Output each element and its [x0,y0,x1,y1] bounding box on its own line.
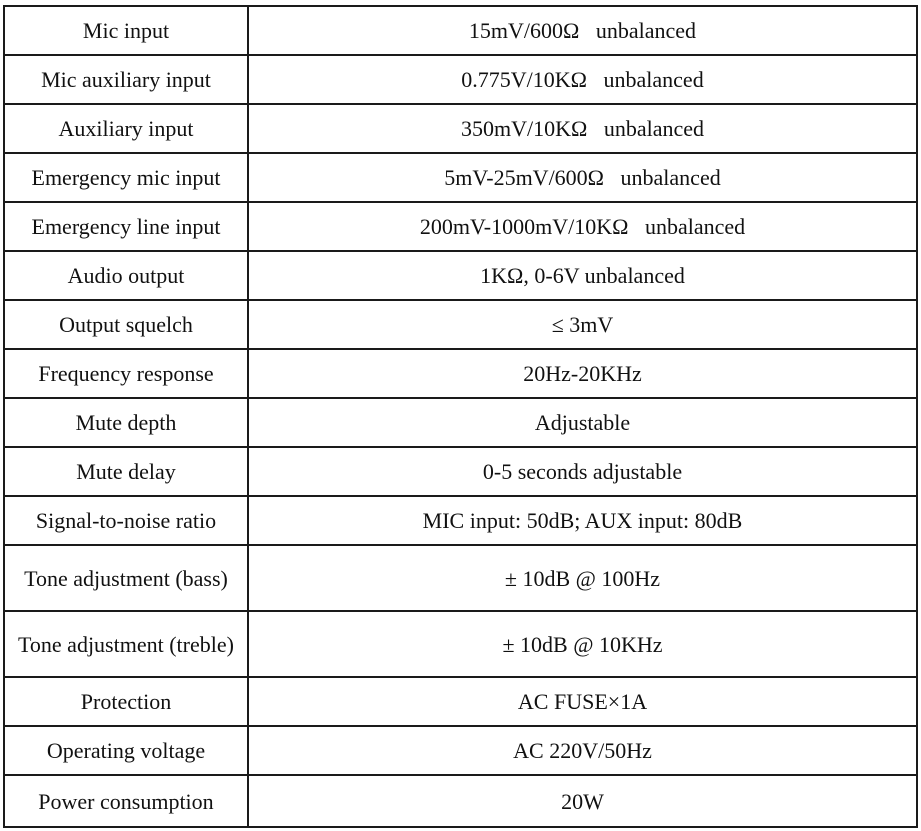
table-row [4,775,917,827]
param-cell: Frequency response [4,349,248,398]
table-row [4,349,917,398]
value-cell: MIC input: 50dB; AUX input: 80dB [248,496,917,545]
table-row [4,104,917,153]
table-row [4,300,917,349]
table-row [4,398,917,447]
value-cell: 20W [248,775,917,827]
value-cell: 350mV/10KΩ unbalanced [248,104,917,153]
spec-table-body [4,6,917,827]
value-cell: 0-5 seconds adjustable [248,447,917,496]
value-cell: AC FUSE×1A [248,677,917,726]
param-cell: Mute delay [4,447,248,496]
value-cell: Adjustable [248,398,917,447]
value-cell: 5mV-25mV/600Ω unbalanced [248,153,917,202]
table-row [4,611,917,677]
param-cell: Tone adjustment (bass) [4,545,248,611]
param-cell: Mic auxiliary input [4,55,248,104]
table-row [4,153,917,202]
value-cell: 200mV-1000mV/10KΩ unbalanced [248,202,917,251]
value-cell: AC 220V/50Hz [248,726,917,775]
param-cell: Output squelch [4,300,248,349]
value-cell: 0.775V/10KΩ unbalanced [248,55,917,104]
param-cell: Operating voltage [4,726,248,775]
param-cell: Emergency line input [4,202,248,251]
param-cell: Protection [4,677,248,726]
value-cell: 15mV/600Ω unbalanced [248,6,917,55]
table-row [4,496,917,545]
table-row [4,55,917,104]
value-cell: 1KΩ, 0-6V unbalanced [248,251,917,300]
param-cell: Power consumption [4,775,248,827]
value-cell: ± 10dB @ 10KHz [248,611,917,677]
param-cell: Tone adjustment (treble) [4,611,248,677]
param-cell: Emergency mic input [4,153,248,202]
param-cell: Signal-to-noise ratio [4,496,248,545]
table-row [4,677,917,726]
param-cell: Auxiliary input [4,104,248,153]
value-cell: ≤ 3mV [248,300,917,349]
param-cell: Mic input [4,6,248,55]
value-cell: 20Hz-20KHz [248,349,917,398]
table-row [4,447,917,496]
table-row [4,6,917,55]
table-row [4,202,917,251]
table-row [4,726,917,775]
param-cell: Mute depth [4,398,248,447]
table-row [4,251,917,300]
param-cell: Audio output [4,251,248,300]
value-cell: ± 10dB @ 100Hz [248,545,917,611]
spec-table [3,5,918,828]
table-row [4,545,917,611]
